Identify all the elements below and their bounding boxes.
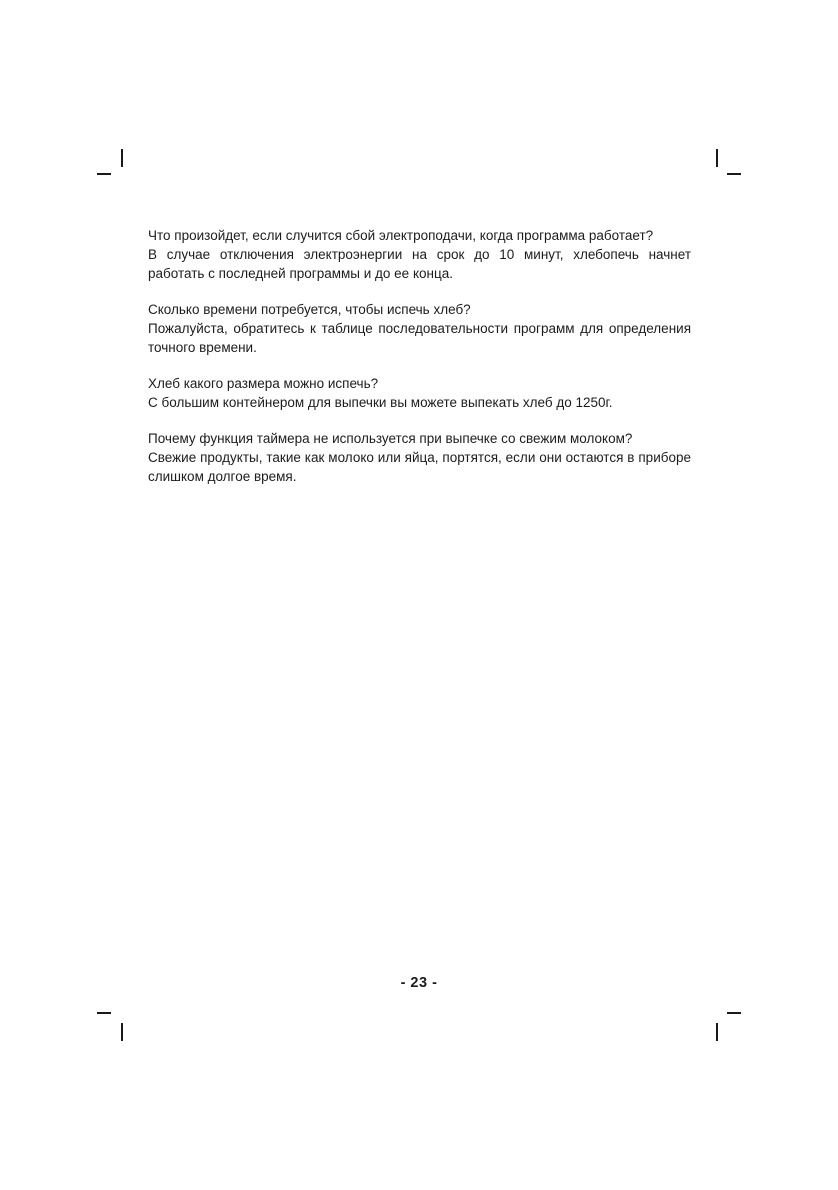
faq-answer: Свежие продукты, такие как молоко или яйца, портятся, если они остаются в приборе слишком долгое время. xyxy=(148,450,691,484)
crop-mark-bottom-left-vertical xyxy=(121,1023,123,1041)
crop-mark-top-left-vertical xyxy=(121,149,123,167)
faq-item xyxy=(148,429,691,486)
faq-answer: В случае отключения электроэнергии на срок до 10 минут, хлебопечь начнет работать с последней программы и до ее конца. xyxy=(148,247,691,281)
crop-mark-bottom-left-horizontal xyxy=(97,1012,111,1014)
crop-mark-bottom-right-horizontal xyxy=(727,1012,741,1014)
faq-answer: Пожалуйста, обратитесь к таблице последовательности программ для определения точного времени. xyxy=(148,321,691,355)
crop-mark-top-right-vertical xyxy=(716,149,718,167)
faq-item xyxy=(148,374,691,412)
faq-question: Что произойдет, если случится сбой электроподачи, когда программа работает? xyxy=(148,228,654,243)
faq-item xyxy=(148,226,691,283)
faq-question: Сколько времени потребуется, чтобы испечь хлеб? xyxy=(148,302,471,317)
crop-mark-bottom-right-vertical xyxy=(716,1023,718,1041)
page-number: - 23 - xyxy=(400,975,438,991)
crop-mark-top-right-horizontal xyxy=(727,173,741,175)
faq-question: Почему функция таймера не используется при выпечке со свежим молоком? xyxy=(148,431,633,446)
faq-answer: С большим контейнером для выпечки вы можете выпекать хлеб до 1250г. xyxy=(148,395,613,410)
faq-question: Хлеб какого размера можно испечь? xyxy=(148,376,379,391)
faq-content xyxy=(148,226,691,503)
crop-mark-top-left-horizontal xyxy=(97,173,111,175)
faq-item xyxy=(148,300,691,357)
